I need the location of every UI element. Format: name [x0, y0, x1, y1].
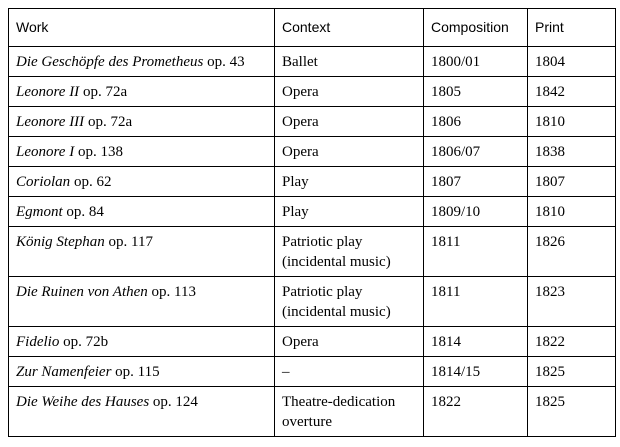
work-cell	[9, 227, 275, 277]
work-cell	[9, 77, 275, 107]
composition-cell: 1805	[424, 77, 528, 107]
context-cell	[275, 357, 424, 387]
work-opus: op. 124	[149, 394, 198, 410]
context-cell	[275, 167, 424, 197]
context-text: Ballet	[282, 54, 318, 70]
context-text: Play	[282, 204, 309, 220]
work-cell	[9, 277, 275, 327]
work-cell	[9, 357, 275, 387]
context-text-secondary: overture	[282, 414, 332, 430]
composition-cell: 1814/15	[424, 357, 528, 387]
print-cell: 1825	[528, 387, 616, 437]
composition-cell: 1811	[424, 227, 528, 277]
composition-cell: 1814	[424, 327, 528, 357]
work-title: Leonore I	[16, 144, 75, 160]
print-cell: 1825	[528, 357, 616, 387]
header-composition: Composition	[424, 9, 528, 47]
work-title: Die Weihe des Hauses	[16, 394, 150, 410]
header-context: Context	[275, 9, 424, 47]
context-cell	[275, 227, 424, 277]
print-cell: 1807	[528, 167, 616, 197]
print-cell: 1822	[528, 327, 616, 357]
context-text-secondary: (incidental music)	[282, 304, 391, 320]
print-cell: 1838	[528, 137, 616, 167]
table-row	[9, 357, 616, 387]
table-row	[9, 107, 616, 137]
work-cell	[9, 327, 275, 357]
context-text: –	[282, 364, 290, 380]
work-cell	[9, 387, 275, 437]
work-opus: op. 72a	[79, 84, 128, 100]
context-text: Theatre-dedication	[282, 394, 396, 410]
print-cell: 1810	[528, 107, 616, 137]
context-cell	[275, 137, 424, 167]
work-cell	[9, 107, 275, 137]
work-title: Leonore II	[16, 84, 80, 100]
work-title: Fidelio	[16, 334, 60, 350]
context-text: Patriotic play	[282, 234, 363, 250]
print-cell: 1842	[528, 77, 616, 107]
table-row	[9, 77, 616, 107]
print-cell: 1823	[528, 277, 616, 327]
work-opus: op. 72a	[84, 114, 133, 130]
work-title: Die Geschöpfe des Prometheus	[16, 54, 204, 70]
work-opus: op. 72b	[59, 334, 109, 350]
table-row	[9, 197, 616, 227]
print-cell: 1804	[528, 47, 616, 77]
header-work: Work	[9, 9, 275, 47]
table-row	[9, 387, 616, 437]
composition-cell: 1811	[424, 277, 528, 327]
context-text: Patriotic play	[282, 284, 363, 300]
context-text: Play	[282, 174, 309, 190]
context-cell	[275, 77, 424, 107]
work-opus: op. 62	[70, 174, 112, 190]
table-row	[9, 167, 616, 197]
composition-cell: 1822	[424, 387, 528, 437]
header-row	[9, 9, 616, 47]
composition-cell: 1800/01	[424, 47, 528, 77]
work-opus: op. 113	[147, 284, 196, 300]
work-cell	[9, 167, 275, 197]
work-title: Coriolan	[16, 174, 71, 190]
context-cell	[275, 387, 424, 437]
work-title: Egmont	[16, 204, 63, 220]
context-text: Opera	[282, 84, 319, 100]
print-cell: 1810	[528, 197, 616, 227]
context-text: Opera	[282, 144, 319, 160]
overtures-table	[8, 8, 616, 437]
table-row	[9, 137, 616, 167]
header-print: Print	[528, 9, 616, 47]
work-title: Zur Namenfeier	[16, 364, 112, 380]
context-cell	[275, 107, 424, 137]
work-opus: op. 138	[74, 144, 123, 160]
composition-cell: 1806/07	[424, 137, 528, 167]
work-opus: op. 43	[203, 54, 245, 70]
context-text: Opera	[282, 114, 319, 130]
work-opus: op. 84	[62, 204, 104, 220]
work-title: Die Ruinen von Athen	[16, 284, 148, 300]
composition-cell: 1807	[424, 167, 528, 197]
context-cell	[275, 197, 424, 227]
table-row	[9, 327, 616, 357]
context-cell	[275, 277, 424, 327]
work-opus: op. 117	[104, 234, 153, 250]
context-cell	[275, 327, 424, 357]
context-text-secondary: (incidental music)	[282, 254, 391, 270]
work-cell	[9, 137, 275, 167]
print-cell: 1826	[528, 227, 616, 277]
work-opus: op. 115	[111, 364, 160, 380]
composition-cell: 1809/10	[424, 197, 528, 227]
composition-cell: 1806	[424, 107, 528, 137]
work-cell	[9, 47, 275, 77]
context-cell	[275, 47, 424, 77]
work-cell	[9, 197, 275, 227]
table-row	[9, 47, 616, 77]
table-row	[9, 277, 616, 327]
work-title: Leonore III	[16, 114, 85, 130]
context-text: Opera	[282, 334, 319, 350]
table-row	[9, 227, 616, 277]
work-title: König Stephan	[16, 234, 105, 250]
